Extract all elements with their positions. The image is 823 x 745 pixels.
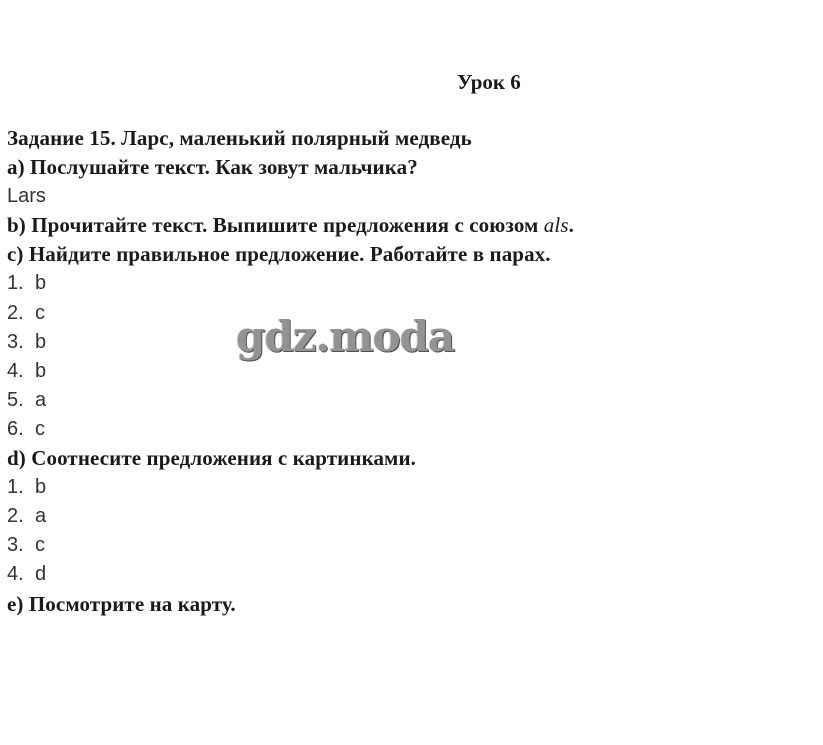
lesson-title: Урок 6	[457, 70, 521, 94]
answer-value: d	[35, 563, 47, 586]
answer-d-item	[7, 473, 807, 502]
answer-d-item	[7, 502, 807, 531]
answer-c-item	[7, 386, 807, 415]
answer-a: Lars	[7, 185, 46, 208]
answer-value: b	[35, 476, 47, 499]
answer-value: b	[35, 272, 47, 295]
question-a: а) Послушайте текст. Как зовут мальчика?	[7, 155, 418, 180]
answer-c-item	[7, 415, 807, 444]
question-b	[7, 211, 807, 240]
answer-number: 3.	[7, 330, 24, 353]
task-title: Задание 15. Ларс, маленький полярный медведь	[7, 126, 472, 150]
answer-value: c	[35, 301, 45, 324]
task-content	[7, 124, 807, 619]
question-d: d) Соотнесите предложения с картинками.	[7, 446, 417, 471]
answer-number: 5.	[7, 388, 24, 411]
answer-value: c	[35, 417, 45, 440]
answer-number: 2.	[7, 301, 24, 324]
answer-c-item	[7, 357, 807, 386]
question-c: c) Найдите правильное предложение. Работайте в парах.	[7, 242, 551, 267]
answer-number: 3.	[7, 534, 24, 557]
question-b-text: b) Прочитайте текст. Выпишите предложения с союзом	[7, 213, 544, 238]
watermark-logo: gdz.moda	[236, 312, 455, 361]
answer-number: 4.	[7, 359, 24, 382]
question-b-conjunction: als	[543, 213, 569, 238]
question-b-end: .	[568, 213, 574, 238]
answer-number: 2.	[7, 505, 24, 528]
answer-number: 1.	[7, 476, 24, 499]
answer-number: 6.	[7, 417, 24, 440]
answer-d-item	[7, 531, 807, 560]
answer-number: 4.	[7, 563, 24, 586]
answer-value: a	[35, 388, 47, 411]
answer-c-item	[7, 269, 807, 298]
answer-value: c	[35, 534, 45, 557]
answer-value: a	[35, 505, 47, 528]
answer-d-item	[7, 560, 807, 589]
answer-number: 1.	[7, 272, 24, 295]
answer-value: b	[35, 359, 47, 382]
question-e: е) Посмотрите на карту.	[7, 591, 236, 616]
answer-value: b	[35, 330, 47, 353]
